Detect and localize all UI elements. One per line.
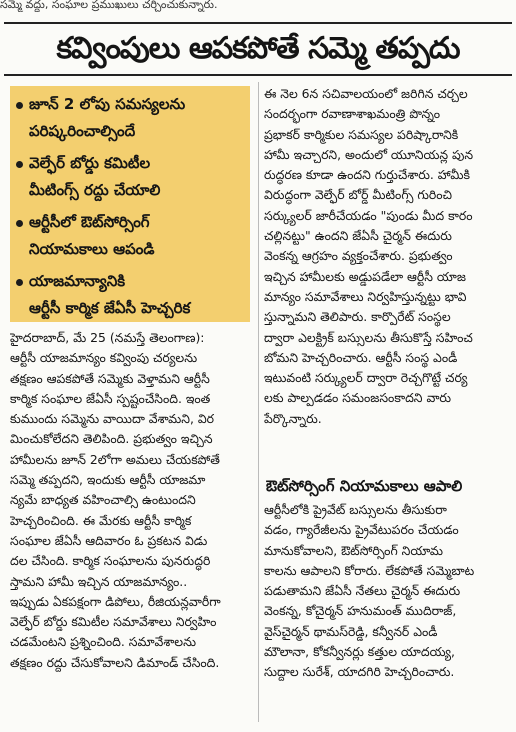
- body-line: హామీ ఇచ్చారని, అందులో యూనియన్ల పున: [264, 146, 474, 162]
- body-line: ఇటువంటి సర్క్యులర్ ద్వారా రెచ్చగొట్టే చర్య: [264, 370, 468, 386]
- body-line: సర్క్యులర్ జారీచేయడం "పుండు మీద కారం: [264, 207, 473, 223]
- right-column-body: [264, 84, 508, 429]
- body-line: సుద్దాల సురేశ్, యాదగిరి హెచ్చరించారు.: [264, 664, 455, 680]
- body-line: ప్రభాకర్ కార్మికుల సమస్యల పరిష్కారానికి: [264, 126, 459, 142]
- body-line: తక్షణం ఆపకపోతే సమ్మెకు వెళ్తామని ఆర్టీసీ: [10, 370, 210, 386]
- previous-article-strip: సమ్మె వద్దు, సంఘాల ప్రముఖులు చర్చించుకున్నారు.: [0, 0, 218, 11]
- highlight-line: ఆర్టీసీ కార్మిక జేఏసీ హెచ్చరిక: [29, 299, 191, 317]
- body-line: చడమేంటని ప్రశ్నించింది. సమావేశాలను: [10, 634, 197, 650]
- body-line: రుద్ధరణ కూడా ఉందని గుర్తుచేశారు. హామీకి: [264, 167, 470, 183]
- headline-bottom-rule: [4, 74, 512, 76]
- body-line: విరుద్ధంగా వెల్ఫేర్ బోర్డ్ మీటింగ్స్ గురించి: [264, 187, 453, 203]
- body-line: లకు పాల్పడడం సమంజసంకాదని వారు: [264, 390, 452, 406]
- body-line: దల చేసింది. కార్మిక సంఘాలను పునరుద్ధరి: [10, 553, 211, 569]
- highlight-line: ఆర్టీసీలో ఔట్‌సోర్సింగ్: [29, 213, 150, 231]
- highlight-line: నియామకాలు ఆపండి: [29, 240, 155, 258]
- body-line: ఇప్పుడు ఏకపక్షంగా డిపోలు, రీజియన్లవారీగా: [10, 593, 221, 609]
- body-line: ఇచ్చిన హామీలకు అడ్డుపడేలా ఆర్టీసీ యాజ: [264, 268, 466, 284]
- highlight-item: [16, 91, 246, 145]
- sub-heading: ఔట్‌సోర్సింగ్ నియామకాలు ఆపాలి: [266, 477, 463, 495]
- highlight-line: జూన్ 2 లోపు సమస్యలను: [29, 95, 186, 113]
- column-divider: [258, 82, 259, 722]
- body-line: మాన్యం సమావేశాలు నిర్వహిస్తున్నట్టు భావి: [264, 288, 467, 304]
- bullet-icon: [16, 161, 23, 168]
- body-line: సమ్మె తప్పదని, ఇందుకు ఆర్టీసీ యాజమా: [10, 472, 206, 488]
- body-line: స్తున్నామని తెలిపారు. కార్పొరేట్ సంస్థల: [264, 309, 451, 325]
- body-line: పేర్కొన్నారు.: [264, 410, 322, 426]
- body-line: ద్వారా ఎలక్ట్రిక్ బస్సులను తీసుకొస్తే సహించ: [264, 329, 473, 345]
- body-line: ఈ నెల 6న సచివాలయంలో జరిగిన చర్చల: [264, 86, 468, 101]
- headline: కవ్వింపులు ఆపకపోతే సమ్మె తప్పదు: [56, 31, 460, 66]
- highlight-line: పరిష్కరించాల్సిందే: [29, 122, 136, 140]
- body-line: హామీలను జూన్ 2లోగా అమలు చేయకపోతే: [10, 451, 220, 467]
- body-line: హైదరాబాద్, మే 25 (నమస్తే తెలంగాణ):: [10, 330, 205, 345]
- bullet-icon: [16, 279, 23, 286]
- right-column-body-continued: [264, 500, 508, 683]
- headline-top-rule: [4, 22, 512, 24]
- body-line: స్తామని హామీ ఇచ్చిన యాజమాన్యం..: [10, 573, 188, 589]
- body-line: మానుకోవాలని, ఔట్‌సోర్సింగ్ నియామ: [264, 542, 443, 558]
- body-line: వెల్ఫేర్ బోర్డు కమిటీల సమావేశాలు నిర్వహిం: [10, 614, 217, 630]
- highlight-item: [16, 150, 246, 204]
- highlights-box: [10, 86, 250, 322]
- body-line: వడం, గ్యారేజీలను ప్రైవేటుపరం చేయడం: [264, 522, 459, 538]
- body-line: సంఘాల జేఏసీ ఆదివారం ఓ ప్రకటన విడు: [10, 532, 208, 548]
- highlight-line: మీటింగ్స్ రద్దు చేయాలి: [29, 181, 161, 199]
- body-line: కార్మిక సంఘాల జేఏసీ స్పష్టంచేసింది. ఇంత: [10, 390, 211, 406]
- body-line: తక్షణం రద్దు చేసుకోవాలని డిమాండ్ చేసింది.: [10, 654, 220, 670]
- body-line: వెంకన్న ఆగ్రహం వ్యక్తంచేశారు. ప్రభుత్వం: [264, 248, 453, 264]
- highlight-line: వెల్ఫేర్ బోర్డు కమిటీల: [29, 154, 151, 172]
- body-line: వైస్‌చైర్మన్ థామస్‌రెడ్డి, కన్వీనర్ ఎండీ: [264, 623, 438, 639]
- bullet-icon: [16, 102, 23, 109]
- body-line: చల్లినట్టు" ఉందని జేఏసీ చైర్మన్ ఈదురు: [264, 228, 452, 244]
- body-line: మౌలానా, కోకన్వీనర్లు కత్తుల యాదయ్య,: [264, 644, 455, 660]
- highlight-line: యాజమాన్యానికి: [29, 272, 126, 290]
- body-line: కాలను ఆపాలని కోరారు. లేకపోతే సమ్మెబాట: [264, 562, 475, 578]
- body-line: న్యమే బాధ్యత వహించాల్సి ఉంటుందని: [10, 492, 196, 508]
- body-line: ఆర్టీసీలోకి ప్రైవేట్ బస్సులను తీసుకురా: [264, 502, 447, 517]
- body-line: పడుతామని జేఏసీ నేతలు చైర్మన్ ఈదురు: [264, 583, 461, 599]
- body-line: ఆర్టీసీ యాజమాన్యం కవ్వింపు చర్యలను: [10, 350, 198, 366]
- body-line: సందర్భంగా రవాణాశాఖమంత్రి పొన్నం: [264, 106, 441, 122]
- body-line: హెచ్చరించింది. ఈ మేరకు ఆర్టీసీ కార్మిక: [10, 512, 192, 528]
- highlight-item: [16, 268, 246, 322]
- body-line: వెంకన్న, కోచైర్మన్ హనుమంత్ ముదిరాజ్,: [264, 603, 457, 619]
- bullet-icon: [16, 220, 23, 227]
- left-column-body: [10, 328, 254, 673]
- highlight-item: [16, 209, 246, 263]
- body-line: కుముందు సమ్మెను వాయిదా వేశామని, విర: [10, 411, 214, 427]
- body-line: బోమని హెచ్చరించారు. ఆర్టీసీ సంస్థ ఎండీ: [264, 349, 458, 365]
- body-line: మించుకోలేదని తెలిపింది. ప్రభుత్వం ఇచ్చిన: [10, 431, 213, 447]
